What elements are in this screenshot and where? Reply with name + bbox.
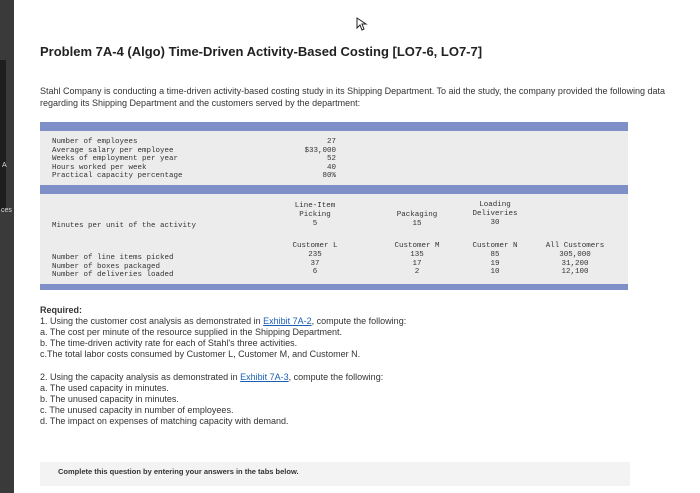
employee-label-0: Number of employees [52, 138, 138, 146]
customer-header-0: Customer L [292, 242, 338, 250]
customer-l-value-2: 6 [312, 268, 318, 276]
question-2-text: 2. Using the capacity analysis as demonstrated in [40, 372, 241, 382]
all-customers-value-1: 31,200 [561, 259, 589, 268]
activity-0-minutes: 5 [312, 220, 318, 228]
activity-0-name-line2: Picking [299, 211, 331, 219]
employee-value-4: 80% [322, 172, 336, 180]
customer-m-value-0: 135 [410, 251, 424, 259]
table-footer-band [40, 284, 628, 290]
required-heading: Required: [40, 305, 83, 315]
customer-header-1: Customer M [394, 242, 440, 250]
employee-value-1: $33,000 [304, 146, 336, 155]
activity-row-label: Minutes per unit of the activity [52, 222, 197, 230]
instructions-banner: Complete this question by entering your answers in the tabs below. [40, 462, 630, 486]
question-1b: b. The time-driven activity rate for each of Stahl's three activities. [40, 338, 298, 348]
question-1a: a. The cost per minute of the resource supplied in the Shipping Department. [40, 327, 343, 337]
customer-l-value-0: 235 [308, 251, 322, 259]
exhibit-7a-2-link[interactable]: Exhibit 7A-2 [263, 316, 312, 326]
question-2d: d. The impact on expenses of matching capacity with demand. [40, 416, 289, 426]
customer-header-2: Customer N [472, 242, 518, 250]
activity-1-minutes: 15 [412, 220, 422, 228]
question-2-text-end: , compute the following: [288, 372, 384, 382]
question-2b: b. The unused capacity in minutes. [40, 394, 179, 404]
sidebar-label-mid: ces [1, 207, 12, 214]
all-customers-value-0: 305,000 [559, 251, 591, 259]
table-divider-band [40, 185, 628, 194]
all-customers-value-2: 12,100 [561, 268, 589, 276]
activity-2-minutes: 30 [490, 219, 500, 227]
activity-2-name-line2: Deliveries [472, 210, 518, 218]
customer-n-value-0: 85 [490, 251, 500, 259]
question-2a: a. The used capacity in minutes. [40, 383, 169, 393]
customer-header-3: All Customers [545, 242, 605, 250]
exhibit-7a-3-link[interactable]: Exhibit 7A-3 [240, 372, 289, 382]
left-edge-notch [0, 60, 6, 210]
customer-l-value-1: 37 [310, 259, 320, 268]
customer-n-value-1: 19 [490, 259, 500, 268]
question-1-text-end: , compute the following: [311, 316, 407, 326]
employee-value-3: 40 [326, 163, 336, 172]
employee-value-0: 27 [326, 138, 336, 146]
customer-m-value-2: 2 [414, 268, 420, 276]
sidebar-label-top: A [2, 162, 7, 169]
employee-label-2: Weeks of employment per year [52, 155, 179, 163]
customer-row-label-1: Number of boxes packaged [52, 262, 161, 271]
employee-value-2: 52 [326, 155, 336, 163]
problem-intro: Stahl Company is conducting a time-driven activity-based costing study in its Shipping Department. To aid the study, the company provided the following data regarding its Shipping Department and the customers served by the department: [40, 86, 666, 108]
activity-1-name-line2: Packaging [396, 211, 438, 219]
employee-label-1: Average salary per employee [52, 146, 174, 155]
data-table [40, 122, 628, 290]
question-2 [40, 372, 640, 383]
question-1c: c.The total labor costs consumed by Customer L, Customer M, and Customer N. [40, 349, 361, 359]
required-section [40, 305, 640, 427]
employee-label-3: Hours worked per week [52, 163, 147, 172]
customer-row-label-0: Number of line items picked [52, 254, 174, 262]
employee-label-4: Practical capacity percentage [52, 172, 183, 180]
activity-2-name-line1: Loading [479, 201, 511, 209]
customer-row-label-2: Number of deliveries loaded [52, 271, 174, 279]
question-1-text: 1. Using the customer cost analysis as demonstrated in [40, 316, 264, 326]
customer-n-value-2: 10 [490, 268, 500, 276]
activity-0-name-line1: Line-Item [294, 202, 336, 210]
problem-title: Problem 7A-4 (Algo) Time-Driven Activity-Based Costing [LO7-6, LO7-7] [40, 44, 483, 59]
customer-m-value-1: 17 [412, 259, 422, 268]
question-2c: c. The unused capacity in number of employees. [40, 405, 234, 415]
table-header-band [40, 122, 628, 131]
question-1 [40, 316, 640, 327]
window-left-edge [0, 0, 14, 493]
mouse-pointer-icon [354, 17, 368, 31]
